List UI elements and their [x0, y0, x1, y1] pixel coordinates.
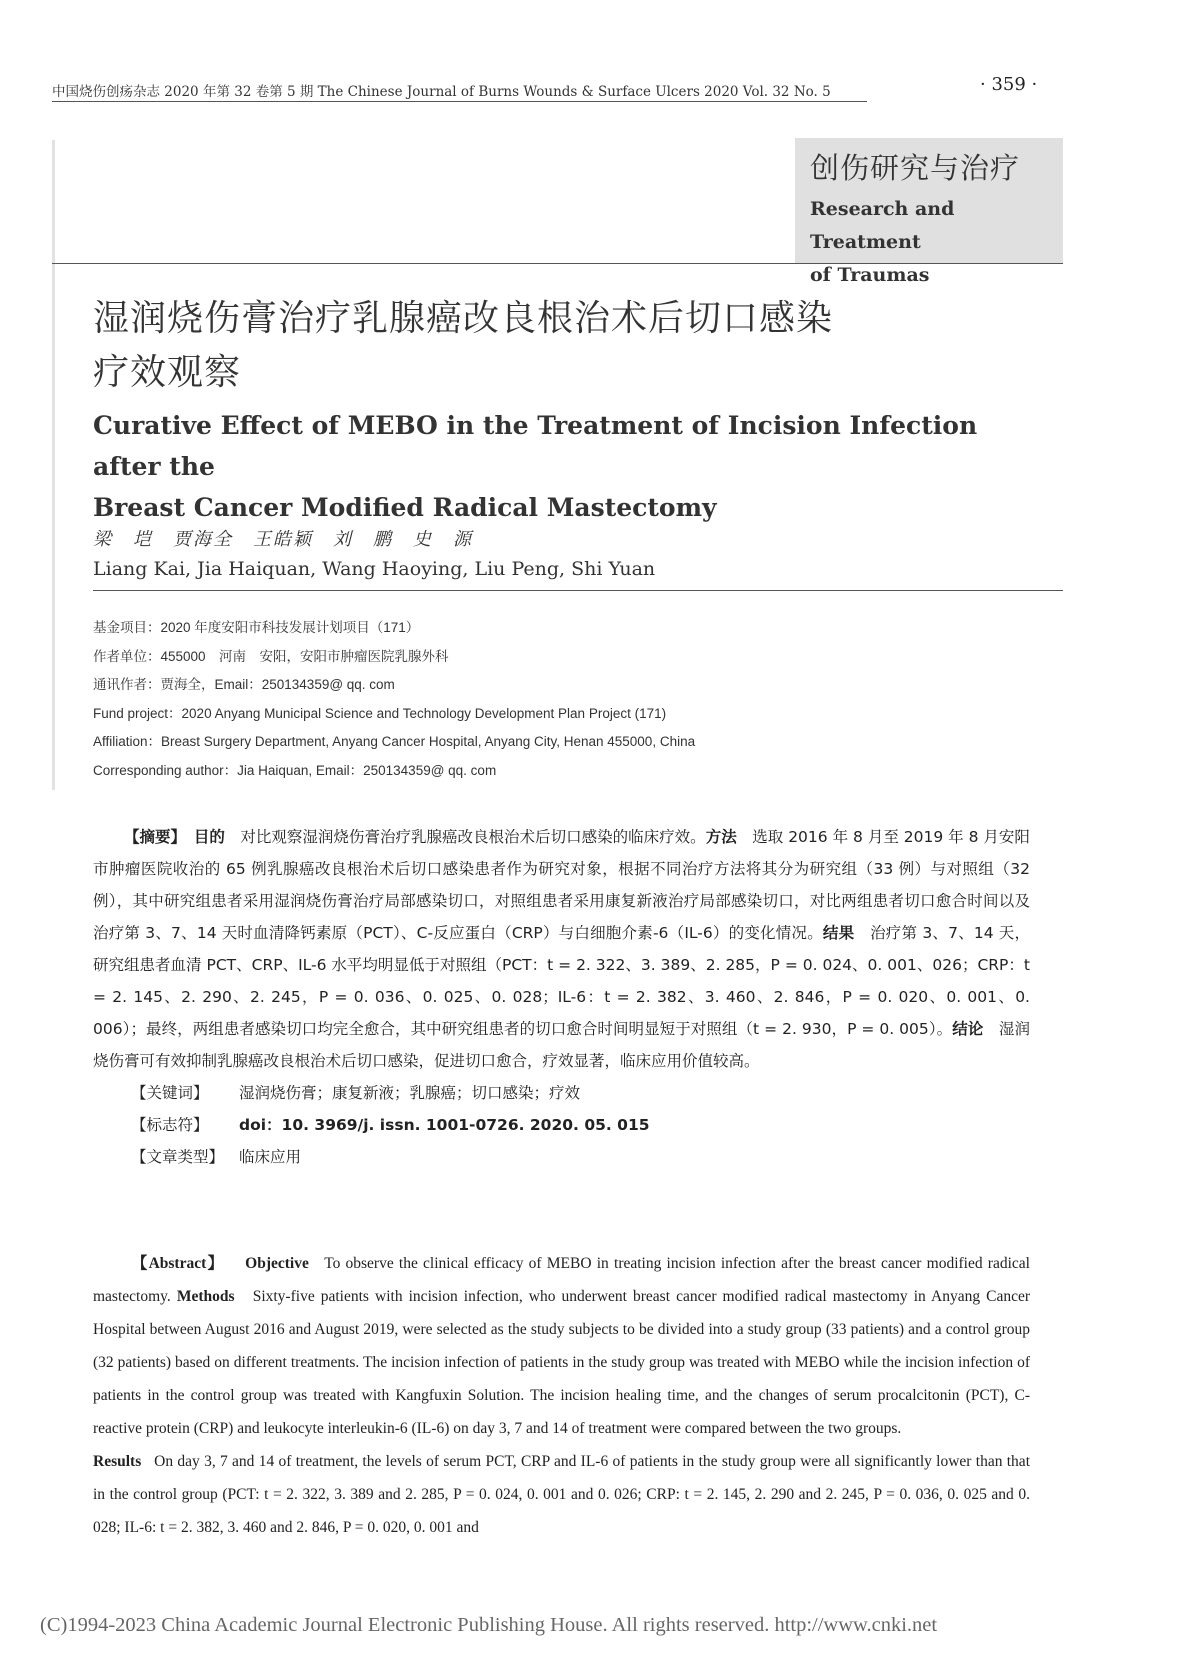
- copyright-notice: (C)1994-2023 China Academic Journal Electronic Publishing House. All rights reserved. http://www.cnki.net: [40, 1614, 938, 1636]
- article-title-zh: [93, 292, 993, 400]
- authors-zh: 梁 垲 贾海全 王皓颖 刘 鹏 史 源: [93, 529, 473, 550]
- results-en: On day 3, 7 and 14 of treatment, the levels of serum PCT, CRP and IL-6 of patients in the study group were all significantly lower than that in the control group (PCT: t = 2. 322, 3. 389 and 2. 285, P = 0. 024, 0. 001 and 0. 026; CRP: t = 2. 145, 2. 290 and 2. 245, P = 0. 036, 0. 025 and 0. 028; IL-6: t = 2. 382, 3. 460 and 2. 846, P = 0. 020, 0. 001 and: [93, 1453, 1030, 1536]
- abstract-en: [93, 1247, 1030, 1544]
- abstract-zh-paragraph: [93, 821, 1030, 1077]
- conclusion-zh: 湿润烧伤膏可有效抑制乳腺癌改良根治术后切口感染，促进切口愈合，疗效显著，临床应用价值较高。: [93, 1020, 1030, 1070]
- keywords-value: 湿润烧伤膏；康复新液；乳腺癌；切口感染；疗效: [239, 1084, 581, 1102]
- fund-project-en: Fund project：2020 Anyang Municipal Science and Technology Development Plan Project (171): [93, 705, 667, 721]
- doi-value: doi：10. 3969/j. issn. 1001-0726. 2020. 05. 015: [239, 1116, 650, 1134]
- methods-zh: 选取 2016 年 8 月至 2019 年 8 月安阳市肿瘤医院收治的 65 例乳腺癌改良根治术后切口感染患者作为研究对象，根据不同治疗方法将其分为研究组（33 例）与对照组（32 例），其中研究组患者采用湿润烧伤膏治疗局部感染切口，对照组患者采用康复新液治疗局部感染切口，对比两组患者切口愈合时间以及治疗第 3、7、14 天时血清降钙素原（PCT）、C-反应蛋白（CRP）与白细胞介素-6（IL-6）的变化情况。: [93, 828, 1030, 942]
- authors-rule: [93, 590, 1063, 591]
- section-rule: [52, 263, 1063, 264]
- identifier-row: [93, 1109, 1030, 1141]
- methods-label-en: Methods: [176, 1288, 235, 1305]
- fund-project-zh: 基金项目：2020 年度安阳市科技发展计划项目（171）: [93, 620, 420, 635]
- running-header: 中国烧伤创疡杂志 2020 年第 32 卷第 5 期 The Chinese Journal of Burns Wounds & Surface Ulcers 2020 Vol. 32 No. 5: [52, 84, 831, 100]
- authors-en: Liang Kai, Jia Haiquan, Wang Haoying, Liu Peng, Shi Yuan: [93, 558, 656, 580]
- section-title-en-line1: Research and Treatment: [810, 198, 955, 253]
- objective-zh: 对比观察湿润烧伤膏治疗乳腺癌改良根治术后切口感染的临床疗效。: [240, 828, 706, 846]
- title-en-line2: Breast Cancer Modified Radical Mastectomy: [93, 493, 717, 522]
- corresponding-author-zh: 通讯作者：贾海全，Email：250134359@ qq. com: [93, 677, 395, 692]
- side-bar-decoration: [52, 140, 55, 790]
- results-zh: 治疗第 3、7、14 天，研究组患者血清 PCT、CRP、IL-6 水平均明显低于对照组（PCT：t = 2. 322、3. 389、2. 285，P = 0. 024、0. 001、026；CRP：t = 2. 145、2. 290、2. 245，P = 0. 036、0. 025、0. 028；IL-6：t = 2. 382、3. 460、2. 846，P = 0. 020、0. 001、0. 006）；最终，两组患者感染切口均完全愈合，其中研究组患者的切口愈合时间明显短于对照组（t = 2. 930，P = 0. 005）。: [93, 924, 1030, 1038]
- abstract-zh: [93, 821, 1030, 1173]
- identifier-label: 【标志符】: [131, 1116, 209, 1134]
- results-label-en: Results: [93, 1453, 142, 1470]
- abstract-zh-label: 【摘要】: [124, 828, 179, 846]
- page-number: · 359 ·: [980, 74, 1038, 95]
- methods-label-zh: 方法: [705, 828, 737, 846]
- title-zh-line2: 疗效观察: [93, 352, 242, 393]
- title-zh-line1: 湿润烧伤膏治疗乳腺癌改良根治术后切口感染: [93, 298, 834, 339]
- methods-en: Sixty-five patients with incision infection, who underwent breast cancer modified radical mastectomy in Anyang Cancer Hospital between August 2016 and August 2019, were selected as the study subjects to be divided into a study group (33 patients) and a control group (32 patients) based on different treatments. The incision infection of patients in the study group was treated with MEBO while the incision infection of patients in the control group was treated with Kangfuxin Solution. The incision healing time, and the changes of serum procalcitonin (PCT), C-reactive protein (CRP) and leukocyte interleukin-6 (IL-6) on day 3, 7 and 14 of treatment were compared between the two groups.: [93, 1288, 1031, 1437]
- article-title-en: [93, 405, 1053, 528]
- keywords-label: 【关键词】: [131, 1084, 209, 1102]
- conclusion-label-zh: 结论: [952, 1020, 984, 1038]
- header-rule: [52, 101, 867, 102]
- abstract-en-label: 【Abstract】: [131, 1255, 225, 1272]
- affiliation-en: Affiliation：Breast Surgery Department, Anyang Cancer Hospital, Anyang City, Henan 455000, China: [93, 734, 696, 749]
- footnote-block: [93, 614, 695, 785]
- article-type-label: 【文章类型】: [131, 1148, 225, 1166]
- article-type-value: 临床应用: [239, 1148, 302, 1166]
- title-en-line1: Curative Effect of MEBO in the Treatment of Incision Infection after the: [93, 411, 978, 481]
- objective-en: To observe the clinical efficacy of MEBO in treating incision infection after the breast cancer modified radical mastectomy.: [93, 1255, 1030, 1305]
- keywords-row: [93, 1077, 1030, 1109]
- section-title-en: [810, 193, 1070, 292]
- abstract-en-paragraph: [93, 1247, 1030, 1445]
- objective-label-en: Objective: [245, 1255, 309, 1272]
- article-type-row: [93, 1141, 1030, 1173]
- section-title-en-line2: of Traumas: [810, 264, 930, 286]
- results-en-paragraph: [93, 1445, 1030, 1544]
- results-label-zh: 结果: [822, 924, 855, 942]
- affiliation-zh: 作者单位：455000 河南 安阳，安阳市肿瘤医院乳腺外科: [93, 648, 449, 664]
- objective-label-zh: 目的: [193, 828, 225, 846]
- corresponding-author-en: Corresponding author：Jia Haiquan, Email：250134359@ qq. com: [93, 762, 497, 778]
- section-title-zh: 创伤研究与治疗: [810, 151, 1021, 185]
